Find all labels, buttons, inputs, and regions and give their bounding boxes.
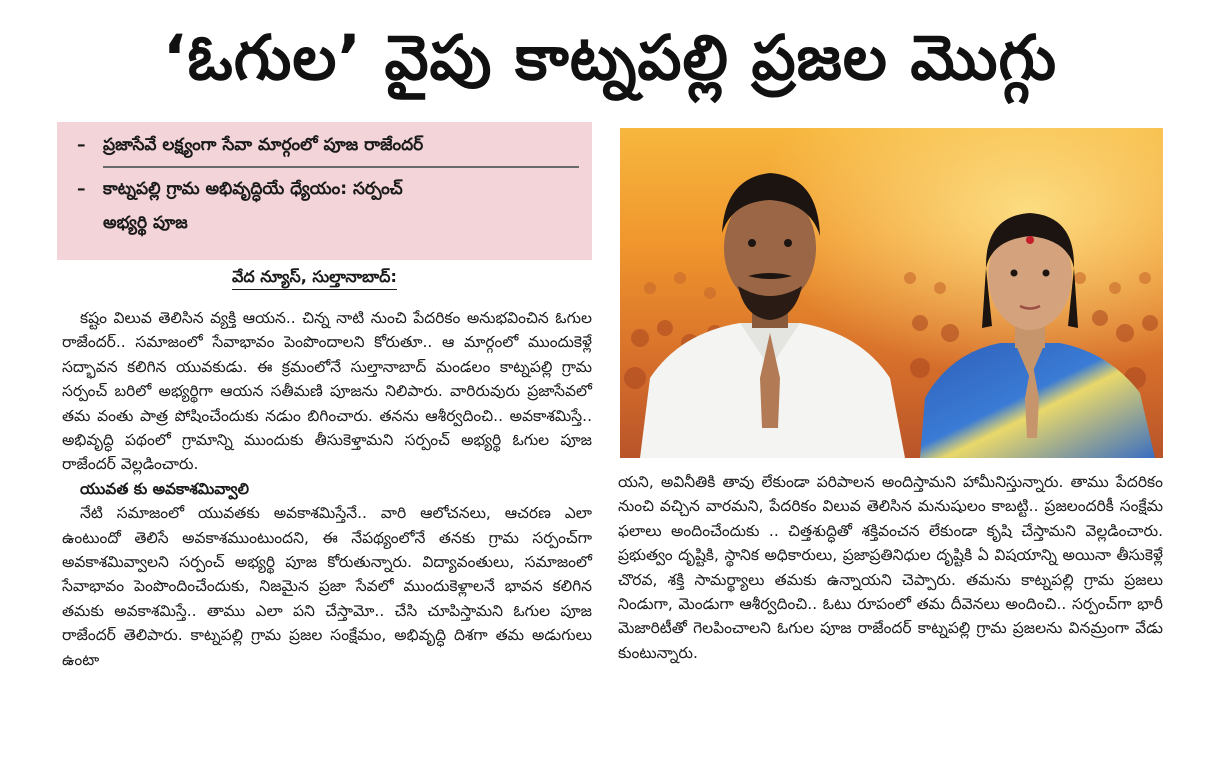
- highlight-divider: [103, 166, 579, 168]
- dash-bullet: –: [77, 135, 86, 155]
- article-paragraph: యని, అవినీతికి తావు లేకుండా పరిపాలన అందిస్తామని హామీనిస్తున్నారు. తాము పేదరికం నుంచి వచ్చిన వారమని, పేదరికం విలువ తెలిసిన మనుషులం కాబట్టి.. ప్రజలందరికీ సంక్షేమ ఫలాలు అందించేందుకు .. చిత్తశుద్ధితో శక్తివంచన లేకుండా కృషి చేస్తామని వెల్లడించారు. ప్రభుత్వం దృష్టికి, స్థానిక అధికారులు, ప్రజాప్రతినిధుల దృష్టికి ఏ విషయాన్ని అయినా తీసుకెళ్లే చొరవ, శక్తి సామర్థ్యాలు తమకు ఉన్నాయని చెప్పారు. తమను కాట్నపల్లి గ్రామ ప్రజలు నిండుగా, మెండుగా ఆశీర్వదించి.. ఓటు రూపంలో తమ దీవెనలు అందించి.. సర్పంచ్‌గా భారీ మెజారిటీతో గెలపించాలని ఓగుల పూజ రాజేందర్ కాట్నపల్లి గ్రామ ప్రజలను వినమ్రంగా వేడు కుంటున్నారు.: [618, 473, 1163, 662]
- article-column-right: [618, 470, 1163, 665]
- headline: ‘ఓగుల’ వైపు కాట్నపల్లి ప్రజల మొగ్గు: [162, 21, 1058, 94]
- highlight-text-continued: అభ్యర్థి పూజ: [103, 213, 188, 233]
- byline: వేద న్యూస్, సుల్తానాబాద్:: [232, 266, 397, 290]
- article-paragraph: నేటి సమాజంలో యువతకు అవకాశమిస్తేనే.. వారి ఆలోచనలు, ఆచరణ ఎలా ఉంటుందో తెలిసే అవకాశముంటుందని, ఈ నేపథ్యంలోనే తనకు గ్రామ సర్పంచ్‌గా అవకాశమివ్వాలని సర్పంచ్ అభ్యర్థి పూజ కోరుతున్నారు. విద్యావంతులు, సమాజంలో సేవాభావం పెంపొందించేందుకు, నిజమైన ప్రజా సేవలో ముందుకెళ్లాలనే భావన కలిగిన తమకు అవకాశమిస్తే.. తాము ఎలా పని చేస్తామో.. చేసి చూపిస్తామని ఓగుల పూజ రాజేందర్ తెలిపారు. కాట్నపల్లి గ్రామ ప్రజల సంక్షేమం, అభివృద్ధి దిశగా తమ అడుగులు ఉంటా: [62, 504, 592, 669]
- highlight-text: ప్రజాసేవే లక్ష్యంగా సేవా మార్గంలో పూజ రాజేందర్: [103, 135, 424, 155]
- candidates-photo: [620, 128, 1163, 458]
- article-column-left: [62, 306, 592, 672]
- highlight-item: [77, 128, 423, 162]
- article-paragraph: కష్టం విలువ తెలిసిన వ్యక్తి ఆయన.. చిన్న నాటి నుంచి పేదరికం అనుభవించిన ఓగుల రాజేందర్.. సమాజంలో సేవాభావం పెంపొందాలని కోరుతూ.. ఆ మార్గంలో ముందుకెళ్లే సద్భావన కలిగిన యువకుడు. ఈ క్రమంలోనే సుల్తానాబాద్ మండలం కాట్నపల్లి గ్రామ సర్పంచ్ బరిలో అభ్యర్థిగా ఆయన సతీమణి పూజను నిలిపారు. వారిరువురు ప్రజాసేవలో తమ వంతు పాత్ర పోషించేందుకు నడుం బిగించారు. తనను ఆశీర్వదించి.. అవకాశమిస్తే.. అభివృద్ధి పథంలో గ్రామాన్ని ముందుకు తీసుకెళ్తామని సర్పంచ్ అభ్యర్థి ఓగుల పూజ రాజేందర్ వెల్లడించారు.: [62, 309, 592, 474]
- article-subheading: యువత కు అవకాశమివ్వాలి: [80, 479, 249, 498]
- highlights-box: [57, 122, 592, 260]
- photo-illustration: [620, 128, 1163, 458]
- highlight-item: [77, 172, 577, 240]
- dash-bullet: –: [77, 179, 86, 199]
- highlight-text: కాట్నపల్లి గ్రామ అభివృద్ధియే ధ్యేయం: సర్పంచ్: [103, 179, 403, 199]
